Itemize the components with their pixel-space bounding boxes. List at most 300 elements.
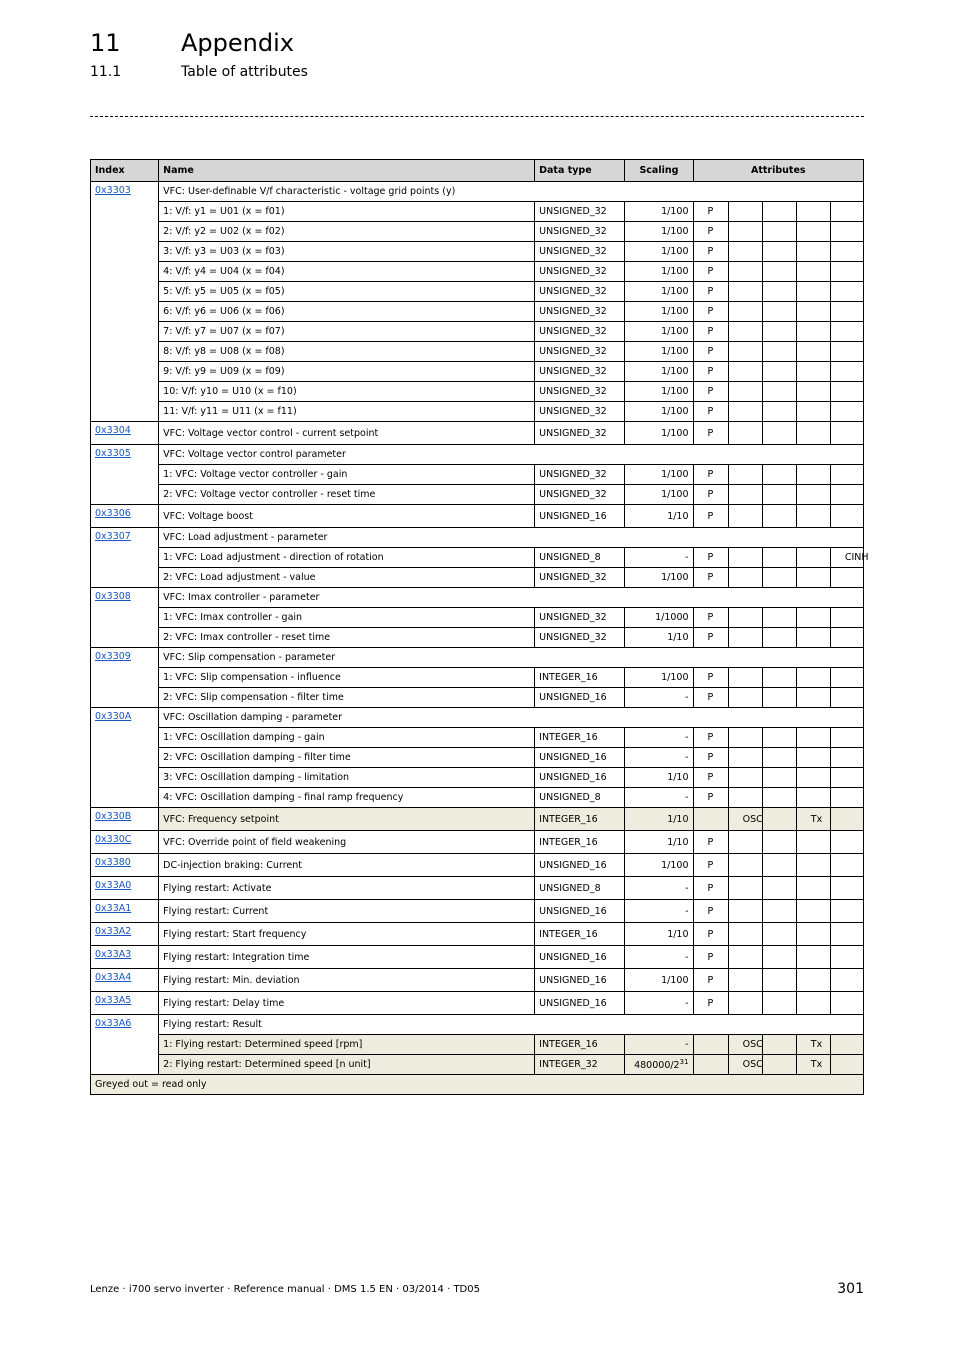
scaling-cell <box>625 728 693 748</box>
index-link[interactable]: 0x33A1 <box>95 903 132 914</box>
attribute-cell <box>796 748 830 768</box>
attribute-cell <box>693 1035 728 1055</box>
attribute-cell <box>762 222 796 242</box>
attribute-cell <box>830 282 863 302</box>
index-link[interactable]: 0x3304 <box>95 425 131 436</box>
scaling-cell <box>625 402 693 422</box>
scaling-value: 1/1000 <box>655 612 689 623</box>
scaling-value: 1/10 <box>667 813 689 825</box>
attribute-cell <box>762 628 796 648</box>
attribute-cell <box>762 608 796 628</box>
attribute-cell <box>762 1055 796 1075</box>
index-link[interactable]: 0x33A6 <box>95 1018 132 1029</box>
attribute-cell <box>796 877 830 900</box>
name-cell: 8: V/f: y8 = U08 (x = f08) <box>159 342 535 362</box>
index-link[interactable]: 0x3307 <box>95 531 131 542</box>
scaling-cell <box>625 768 693 788</box>
data-type-cell: UNSIGNED_32 <box>535 628 625 648</box>
attribute-cell <box>796 282 830 302</box>
scaling-cell <box>625 262 693 282</box>
table-row <box>91 608 864 628</box>
name-cell: VFC: Voltage vector control - current setpoint <box>159 422 535 445</box>
scaling-value: - <box>685 732 689 743</box>
attribute-cell: P <box>693 302 728 322</box>
data-type-cell: UNSIGNED_32 <box>535 282 625 302</box>
data-type-cell: UNSIGNED_32 <box>535 362 625 382</box>
attribute-cell <box>762 992 796 1015</box>
group-name-cell: VFC: Oscillation damping - parameter <box>159 708 864 728</box>
table-row <box>91 688 864 708</box>
data-type-cell: UNSIGNED_32 <box>535 262 625 282</box>
attribute-cell <box>762 322 796 342</box>
scaling-value: 1/10 <box>667 928 689 940</box>
data-type-cell: UNSIGNED_16 <box>535 768 625 788</box>
attribute-cell <box>830 322 863 342</box>
table-row <box>91 788 864 808</box>
data-type-cell: UNSIGNED_32 <box>535 342 625 362</box>
data-type-cell: UNSIGNED_16 <box>535 969 625 992</box>
attribute-cell <box>762 342 796 362</box>
name-cell: 4: V/f: y4 = U04 (x = f04) <box>159 262 535 282</box>
attribute-cell <box>728 946 762 969</box>
data-type-cell: UNSIGNED_32 <box>535 242 625 262</box>
table-row <box>91 900 864 923</box>
index-cell <box>91 648 159 708</box>
group-name-cell: VFC: Slip compensation - parameter <box>159 648 864 668</box>
attribute-cell <box>796 788 830 808</box>
index-cell <box>91 708 159 808</box>
name-cell: 2: VFC: Imax controller - reset time <box>159 628 535 648</box>
attribute-cell: P <box>693 222 728 242</box>
name-cell: 1: VFC: Voltage vector controller - gain <box>159 465 535 485</box>
data-type-cell: INTEGER_16 <box>535 728 625 748</box>
scaling-value: 1/100 <box>661 974 689 986</box>
index-link[interactable]: 0x330A <box>95 711 132 722</box>
scaling-cell <box>625 628 693 648</box>
index-link[interactable]: 0x3303 <box>95 185 131 196</box>
group-name-cell: VFC: User-definable V/f characteristic - voltage grid points (y) <box>159 182 864 202</box>
data-type-cell: UNSIGNED_16 <box>535 505 625 528</box>
attribute-cell <box>762 900 796 923</box>
index-link[interactable]: 0x3306 <box>95 508 131 519</box>
attribute-cell <box>728 548 762 568</box>
attribute-cell <box>830 485 863 505</box>
data-type-cell: INTEGER_16 <box>535 1035 625 1055</box>
scaling-value: - <box>685 997 689 1009</box>
attribute-cell <box>830 668 863 688</box>
attribute-cell <box>762 568 796 588</box>
attribute-cell <box>728 262 762 282</box>
attribute-cell <box>762 831 796 854</box>
scaling-cell <box>625 505 693 528</box>
table-row <box>91 877 864 900</box>
scaling-value: 1/100 <box>661 672 689 683</box>
data-type-cell: INTEGER_16 <box>535 668 625 688</box>
index-link[interactable]: 0x33A0 <box>95 880 132 891</box>
name-cell: VFC: Voltage boost <box>159 505 535 528</box>
scaling-cell <box>625 202 693 222</box>
index-link[interactable]: 0x3380 <box>95 857 131 868</box>
attribute-cell <box>762 808 796 831</box>
index-cell <box>91 946 159 969</box>
attribute-cell <box>830 262 863 282</box>
attribute-cell <box>796 854 830 877</box>
name-cell: 2: VFC: Slip compensation - filter time <box>159 688 535 708</box>
data-type-cell: UNSIGNED_8 <box>535 548 625 568</box>
attribute-cell: P <box>693 608 728 628</box>
group-name-cell: Flying restart: Result <box>159 1015 864 1035</box>
scaling-value: - <box>685 951 689 963</box>
scaling-value: 1/10 <box>667 510 689 522</box>
scaling-cell <box>625 688 693 708</box>
attribute-cell <box>762 548 796 568</box>
attribute-cell <box>830 969 863 992</box>
index-link[interactable]: 0x33A3 <box>95 949 132 960</box>
attribute-cell <box>830 923 863 946</box>
attribute-cell: P <box>693 900 728 923</box>
attribute-cell: P <box>693 923 728 946</box>
attribute-cell <box>728 688 762 708</box>
table-row <box>91 465 864 485</box>
attribute-cell: P <box>693 668 728 688</box>
index-cell <box>91 992 159 1015</box>
attribute-cell <box>796 548 830 568</box>
scaling-value: 1/10 <box>667 836 689 848</box>
attribute-cell <box>762 748 796 768</box>
attribute-cell: P <box>693 748 728 768</box>
attribute-cell <box>728 788 762 808</box>
name-cell: 7: V/f: y7 = U07 (x = f07) <box>159 322 535 342</box>
attribute-cell <box>728 422 762 445</box>
attribute-cell <box>796 628 830 648</box>
attribute-cell <box>728 608 762 628</box>
index-link[interactable]: 0x33A5 <box>95 995 132 1006</box>
attribute-cell <box>830 568 863 588</box>
attribute-cell <box>762 854 796 877</box>
index-cell <box>91 505 159 528</box>
attribute-cell: P <box>693 465 728 485</box>
scaling-value: 1/100 <box>661 489 689 500</box>
attribute-cell <box>728 342 762 362</box>
table-row <box>91 342 864 362</box>
table-row <box>91 808 864 831</box>
attribute-cell <box>762 422 796 445</box>
name-cell: 1: VFC: Imax controller - gain <box>159 608 535 628</box>
attribute-cell <box>796 505 830 528</box>
name-cell: 9: V/f: y9 = U09 (x = f09) <box>159 362 535 382</box>
scaling-cell <box>625 382 693 402</box>
attribute-cell <box>728 877 762 900</box>
table-row <box>91 969 864 992</box>
name-cell: 1: VFC: Slip compensation - influence <box>159 668 535 688</box>
scaling-value: - <box>685 1039 689 1050</box>
attribute-cell <box>830 302 863 322</box>
scaling-cell <box>625 485 693 505</box>
data-type-cell: INTEGER_32 <box>535 1055 625 1075</box>
index-cell <box>91 831 159 854</box>
data-type-cell: UNSIGNED_16 <box>535 688 625 708</box>
attribute-cell <box>830 202 863 222</box>
table-row <box>91 588 864 608</box>
attribute-cell <box>830 362 863 382</box>
scaling-value: - <box>685 552 689 563</box>
scaling-cell <box>625 465 693 485</box>
attribute-cell <box>728 382 762 402</box>
attribute-cell <box>728 748 762 768</box>
attribute-cell <box>728 768 762 788</box>
attribute-cell <box>728 728 762 748</box>
table-row <box>91 282 864 302</box>
attribute-cell <box>728 322 762 342</box>
attribute-cell <box>830 831 863 854</box>
attribute-cell <box>728 969 762 992</box>
name-cell: DC-injection braking: Current <box>159 854 535 877</box>
scaling-cell <box>625 222 693 242</box>
table-row <box>91 1035 864 1055</box>
attribute-cell <box>796 688 830 708</box>
attribute-cell: P <box>693 242 728 262</box>
group-name-cell: VFC: Imax controller - parameter <box>159 588 864 608</box>
attribute-cell: P <box>693 946 728 969</box>
name-cell: 2: VFC: Load adjustment - value <box>159 568 535 588</box>
attribute-cell <box>728 282 762 302</box>
scaling-cell <box>625 242 693 262</box>
attribute-cell <box>830 402 863 422</box>
index-cell <box>91 445 159 505</box>
attribute-cell <box>762 505 796 528</box>
index-cell <box>91 422 159 445</box>
attribute-cell <box>762 465 796 485</box>
attribute-cell <box>796 923 830 946</box>
table-row <box>91 854 864 877</box>
table-row <box>91 505 864 528</box>
index-link[interactable]: 0x33A2 <box>95 926 132 937</box>
attribute-cell: P <box>693 728 728 748</box>
scaling-cell <box>625 608 693 628</box>
scaling-cell <box>625 923 693 946</box>
scaling-value: 1/10 <box>667 772 689 783</box>
scaling-cell <box>625 900 693 923</box>
index-link[interactable]: 0x3309 <box>95 651 131 662</box>
scaling-cell <box>625 992 693 1015</box>
attribute-cell <box>830 877 863 900</box>
attribute-cell: Tx <box>796 808 830 831</box>
scaling-value: 1/100 <box>661 572 689 583</box>
index-cell <box>91 182 159 422</box>
data-type-cell: UNSIGNED_8 <box>535 788 625 808</box>
attribute-cell <box>796 568 830 588</box>
data-type-cell: INTEGER_16 <box>535 808 625 831</box>
data-type-cell: UNSIGNED_32 <box>535 202 625 222</box>
attribute-cell: P <box>693 202 728 222</box>
attribute-cell <box>762 485 796 505</box>
attribute-cell <box>830 748 863 768</box>
scaling-value: 1/100 <box>661 406 689 417</box>
table-row <box>91 668 864 688</box>
table-row <box>91 242 864 262</box>
attribute-cell <box>728 668 762 688</box>
data-type-cell: UNSIGNED_32 <box>535 382 625 402</box>
index-cell <box>91 969 159 992</box>
attribute-cell <box>830 768 863 788</box>
data-type-cell: INTEGER_16 <box>535 831 625 854</box>
table-row <box>91 923 864 946</box>
attribute-cell <box>796 202 830 222</box>
scaling-cell <box>625 946 693 969</box>
attribute-cell <box>830 992 863 1015</box>
scaling-cell <box>625 422 693 445</box>
table-row <box>91 548 864 568</box>
name-cell: 2: VFC: Voltage vector controller - reset time <box>159 485 535 505</box>
index-link[interactable]: 0x3305 <box>95 448 131 459</box>
scaling-cell <box>625 877 693 900</box>
attribute-cell <box>830 788 863 808</box>
name-cell: Flying restart: Start frequency <box>159 923 535 946</box>
index-cell <box>91 854 159 877</box>
index-link[interactable]: 0x33A4 <box>95 972 132 983</box>
name-cell: 11: V/f: y11 = U11 (x = f11) <box>159 402 535 422</box>
attribute-cell <box>728 568 762 588</box>
attribute-cell <box>728 505 762 528</box>
scaling-cell <box>625 1035 693 1055</box>
table-row <box>91 648 864 668</box>
attribute-cell <box>728 362 762 382</box>
data-type-cell: UNSIGNED_16 <box>535 946 625 969</box>
attribute-cell <box>796 485 830 505</box>
attribute-cell <box>830 900 863 923</box>
table-header-row <box>91 160 864 182</box>
attribute-cell <box>762 877 796 900</box>
footnote-text: Greyed out = read only <box>91 1075 864 1095</box>
attribute-cell <box>762 768 796 788</box>
table-row <box>91 992 864 1015</box>
attribute-cell: OSC <box>728 1035 762 1055</box>
name-cell: Flying restart: Delay time <box>159 992 535 1015</box>
attribute-cell <box>830 688 863 708</box>
page-number: 301 <box>837 1281 864 1297</box>
attribute-cell <box>830 728 863 748</box>
attribute-cell: P <box>693 402 728 422</box>
data-type-cell: INTEGER_16 <box>535 923 625 946</box>
attribute-cell <box>728 302 762 322</box>
attribute-cell <box>796 728 830 748</box>
scaling-value: - <box>685 882 689 894</box>
attribute-cell <box>762 242 796 262</box>
footnote-row <box>91 1075 864 1095</box>
attribute-cell <box>830 808 863 831</box>
column-header-scaling: Scaling <box>625 160 693 182</box>
attribute-cell <box>796 969 830 992</box>
data-type-cell: UNSIGNED_32 <box>535 222 625 242</box>
data-type-cell: UNSIGNED_16 <box>535 854 625 877</box>
table-row <box>91 445 864 465</box>
attribute-cell <box>830 465 863 485</box>
attribute-cell <box>830 608 863 628</box>
scaling-cell <box>625 808 693 831</box>
scaling-cell <box>625 568 693 588</box>
column-header-attributes: Attributes <box>693 160 863 182</box>
data-type-cell: UNSIGNED_32 <box>535 485 625 505</box>
attribute-cell <box>796 322 830 342</box>
attribute-cell <box>728 923 762 946</box>
attribute-cell <box>728 465 762 485</box>
index-link[interactable]: 0x330C <box>95 834 132 845</box>
attribute-cell <box>830 854 863 877</box>
attribute-cell <box>762 688 796 708</box>
attribute-cell: P <box>693 322 728 342</box>
name-cell: 2: Flying restart: Determined speed [n unit] <box>159 1055 535 1075</box>
attribute-cell <box>728 831 762 854</box>
name-cell: Flying restart: Integration time <box>159 946 535 969</box>
scaling-value: 1/100 <box>661 286 689 297</box>
attribute-cell <box>830 628 863 648</box>
table-row <box>91 322 864 342</box>
scaling-cell <box>625 969 693 992</box>
attribute-cell <box>796 946 830 969</box>
name-cell: 2: VFC: Oscillation damping - filter time <box>159 748 535 768</box>
column-header-data-type: Data type <box>535 160 625 182</box>
data-type-cell: UNSIGNED_32 <box>535 302 625 322</box>
attribute-cell <box>762 402 796 422</box>
attribute-cell: P <box>693 342 728 362</box>
attribute-cell <box>728 900 762 923</box>
attribute-cell: P <box>693 505 728 528</box>
scaling-value: - <box>685 792 689 803</box>
table-row <box>91 831 864 854</box>
index-cell <box>91 923 159 946</box>
attribute-cell: P <box>693 262 728 282</box>
attribute-cell: P <box>693 969 728 992</box>
attribute-cell: CINH <box>830 548 863 568</box>
chapter-number: 11 <box>90 29 121 57</box>
attribute-cell: P <box>693 877 728 900</box>
attribute-cell: P <box>693 548 728 568</box>
data-type-cell: UNSIGNED_32 <box>535 322 625 342</box>
attribute-cell <box>796 422 830 445</box>
name-cell: Flying restart: Min. deviation <box>159 969 535 992</box>
attribute-cell <box>762 382 796 402</box>
attribute-cell <box>762 1035 796 1055</box>
scaling-cell <box>625 548 693 568</box>
attribute-cell <box>728 854 762 877</box>
attribute-cell <box>762 969 796 992</box>
scaling-cell <box>625 668 693 688</box>
attribute-cell <box>796 831 830 854</box>
table-row <box>91 528 864 548</box>
attribute-cell: P <box>693 485 728 505</box>
attribute-cell <box>830 342 863 362</box>
index-cell <box>91 808 159 831</box>
scaling-cell <box>625 342 693 362</box>
attribute-cell <box>830 1055 863 1075</box>
attribute-cell <box>762 362 796 382</box>
scaling-value: 1/10 <box>667 632 689 643</box>
name-cell: 1: Flying restart: Determined speed [rpm] <box>159 1035 535 1055</box>
attribute-cell: P <box>693 854 728 877</box>
attribute-cell <box>762 302 796 322</box>
index-cell <box>91 588 159 648</box>
attribute-cell: OSC <box>728 808 762 831</box>
attribute-cell <box>796 222 830 242</box>
column-header-index: Index <box>91 160 159 182</box>
index-link[interactable]: 0x330B <box>95 811 132 822</box>
attribute-cell: P <box>693 788 728 808</box>
index-link[interactable]: 0x3308 <box>95 591 131 602</box>
attribute-cell: P <box>693 688 728 708</box>
attribute-cell: P <box>693 568 728 588</box>
attribute-cell: P <box>693 382 728 402</box>
index-cell <box>91 1015 159 1075</box>
